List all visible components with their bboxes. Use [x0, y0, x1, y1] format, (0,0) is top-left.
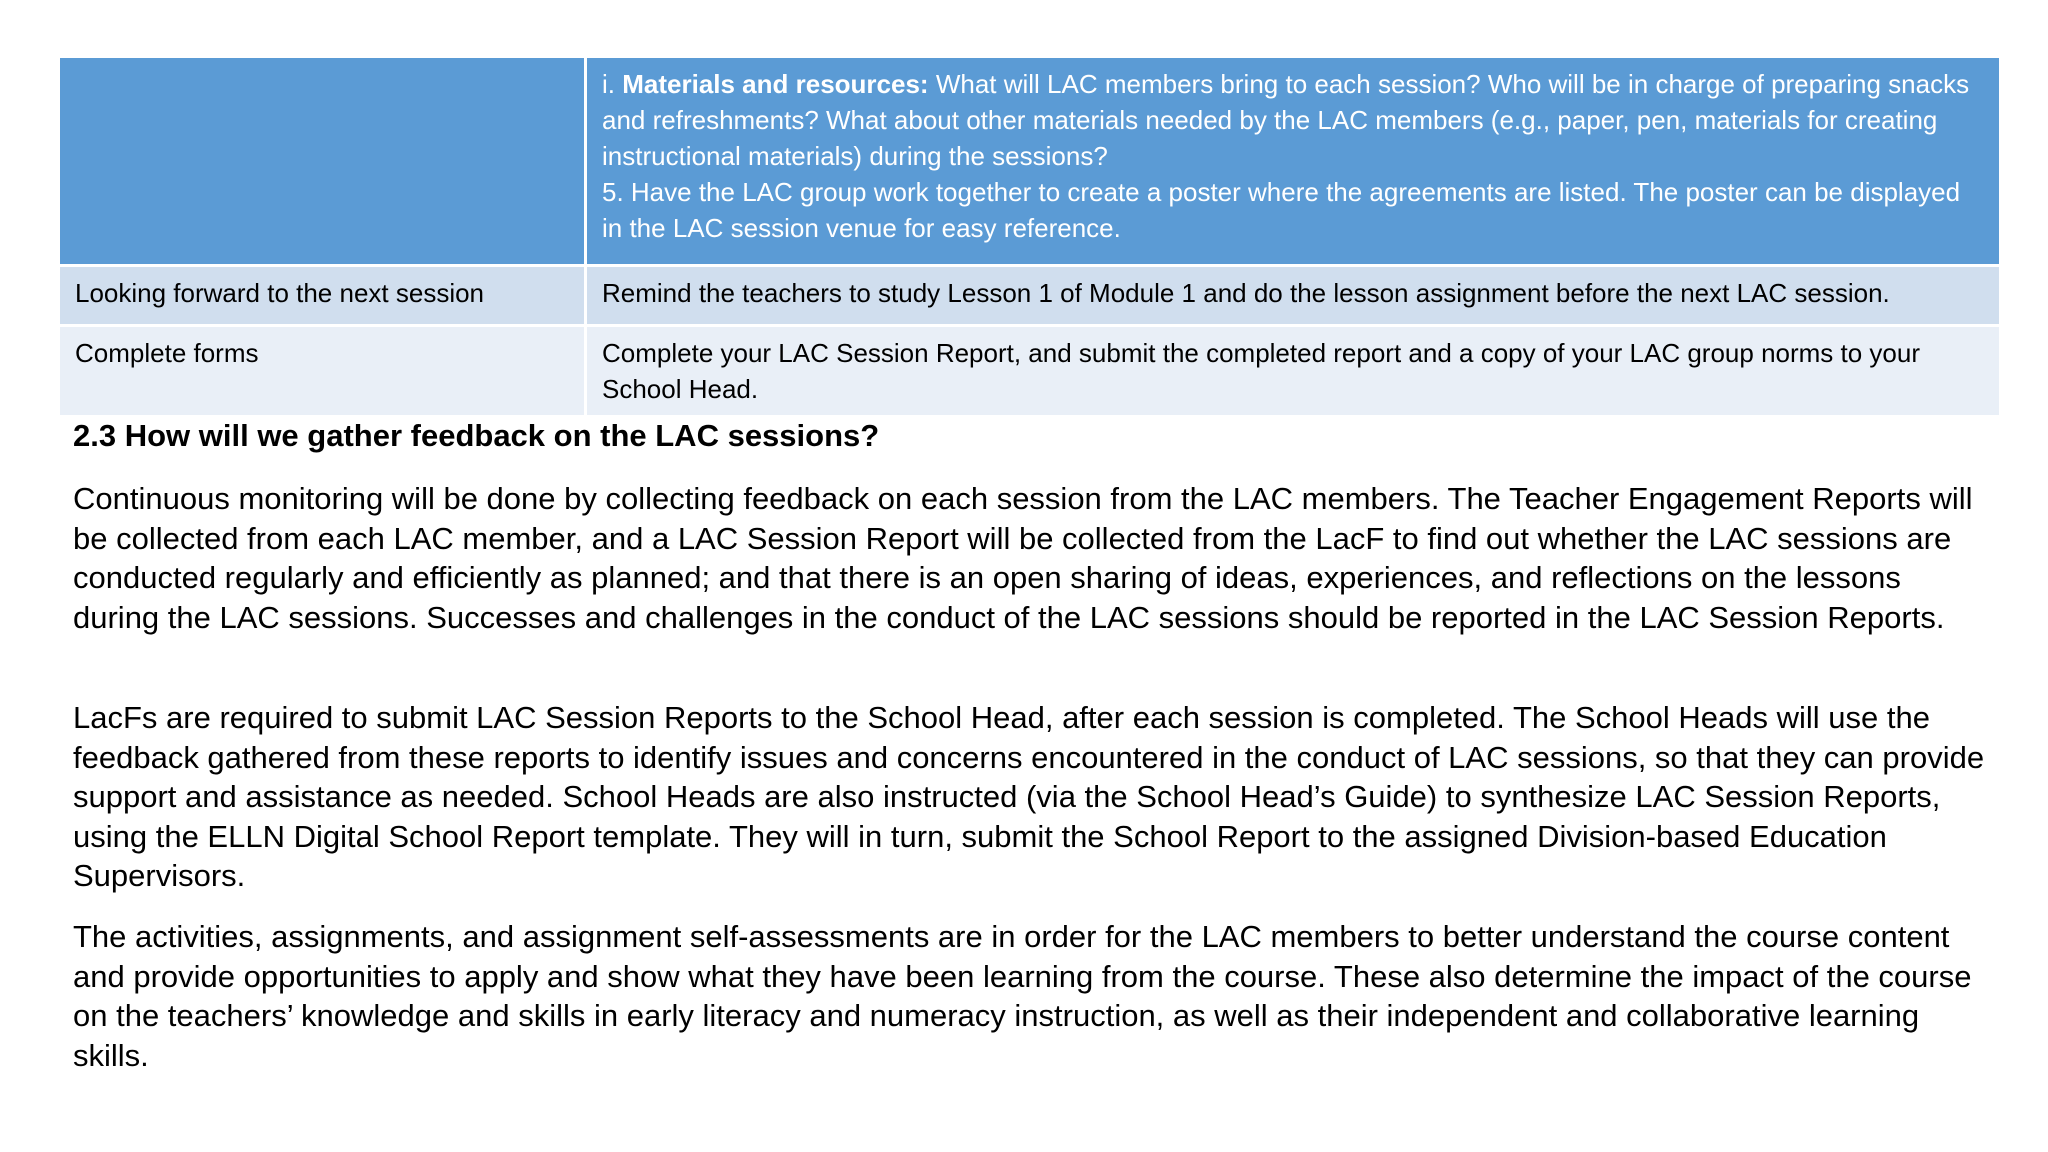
table-row [59, 326, 2001, 417]
paragraph-monitoring: Continuous monitoring will be done by collecting feedback on each session from the LAC members. The Teacher Engagement Reports will be collected from each LAC member, and a LAC Session Report will be collected from the LacF to find out whether the LAC sessions are conducted regularly and efficiently as planned; and that there is an open sharing of ideas, experiences, and reflections on the lessons during the LAC sessions. Successes and challenges in the conduct of the LAC sessions should be reported in the LAC Session Reports. [73, 481, 1973, 635]
table-cell-description: Remind the teachers to study Lesson 1 of Module 1 and do the lesson assignment before the next LAC session. [586, 266, 2001, 326]
table-row [59, 266, 2001, 326]
table-row [59, 57, 2001, 266]
table-cell-description [586, 57, 2001, 266]
poster-instruction: 5. Have the LAC group work together to create a poster where the agreements are listed. The poster can be displayed in the LAC session venue for easy reference. [602, 177, 1961, 243]
table-cell-activity: Complete forms [59, 326, 586, 417]
section-heading: 2.3 How will we gather feedback on the LAC sessions? [73, 418, 880, 453]
lac-session-table [57, 55, 2002, 418]
materials-label: Materials and resources: [622, 69, 929, 99]
table-cell-activity: Looking forward to the next session [59, 266, 586, 326]
table-cell-description: Complete your LAC Session Report, and submit the completed report and a copy of your LAC group norms to your School Head. [586, 326, 2001, 417]
paragraph-activities: The activities, assignments, and assignment self-assessments are in order for the LAC members to better understand the course content and provide opportunities to apply and show what they have been learning from the course. These also determine the impact of the course on the teachers’ knowledge and skills in early literacy and numeracy instruction, as well as their independent and collaborative learning skills. [73, 919, 1972, 1073]
paragraph-lacf-reports: LacFs are required to submit LAC Session Reports to the School Head, after each session is completed. The School Heads will use the feedback gathered from these reports to identify issues and concerns encountered in the conduct of LAC sessions, so that they can provide support and assistance as needed. School Heads are also instructed (via the School Head’s Guide) to synthesize LAC Session Reports, using the ELLN Digital School Report template. They will in turn, submit the School Report to the assigned Division-based Education Supervisors. [73, 700, 1985, 893]
materials-text: What will LAC members bring to each session? Who will be in charge of preparing snacks and refreshments? What about other materials needed by the LAC members (e.g., paper, pen, materials for creating instructional materials) during the sessions? [602, 69, 1970, 171]
item-prefix: i. [602, 69, 623, 99]
table-cell-activity [59, 57, 586, 266]
